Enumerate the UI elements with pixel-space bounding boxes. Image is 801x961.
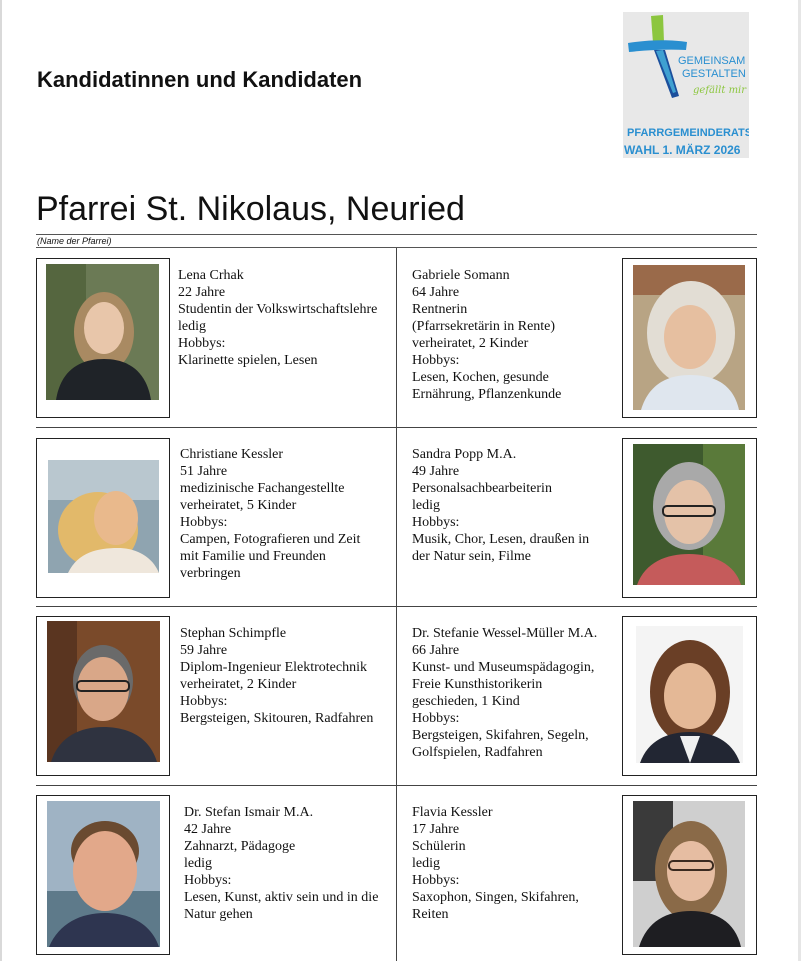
page-edge-left (0, 0, 2, 961)
candidate-detail: Golfspielen, Radfahren (412, 745, 543, 760)
logo-line1: GEMEINSAM (678, 55, 746, 67)
parish-caption: (Name der Pfarrei) (37, 236, 112, 246)
candidate-detail: verheiratet, 2 Kinder (412, 336, 529, 351)
photo-frame (622, 795, 757, 955)
candidate-detail: Diplom-Ingenieur Elektrotechnik (180, 660, 367, 675)
candidate-detail: ledig (412, 856, 440, 871)
candidate-detail: Hobbys: (178, 336, 226, 351)
candidate-photo (48, 460, 159, 573)
logo-tagline: gefällt mir (693, 85, 747, 96)
candidate-detail: Hobbys: (412, 873, 460, 888)
candidate-detail: Rentnerin (412, 302, 468, 317)
logo-bottom1: PFARRGEMEINDERATS- (627, 127, 749, 139)
candidate-name: Lena Crhak (178, 268, 244, 283)
parish-name-rule (36, 234, 757, 235)
candidate-detail: Hobbys: (412, 711, 460, 726)
election-logo (623, 12, 749, 158)
candidate-name: Flavia Kessler (412, 805, 493, 820)
candidate-detail: ledig (412, 498, 440, 513)
candidate-age: 64 Jahre (412, 285, 460, 300)
candidate-detail: Freie Kunsthistorikerin (412, 677, 543, 692)
candidate-detail: Hobbys: (184, 873, 232, 888)
candidate-info (412, 267, 561, 403)
candidate-info (178, 267, 377, 369)
candidate-photo (47, 801, 160, 947)
candidate-info (412, 804, 579, 923)
cross-logo-icon (623, 12, 749, 158)
photo-frame (622, 616, 757, 776)
candidate-detail: verheiratet, 5 Kinder (180, 498, 297, 513)
candidate-detail: Schülerin (412, 839, 466, 854)
candidate-age: 22 Jahre (178, 285, 226, 300)
candidate-detail: medizinische Fachangestellte (180, 481, 345, 496)
candidate-info (180, 625, 373, 727)
candidate-detail: Hobbys: (180, 694, 228, 709)
candidate-photo (633, 265, 745, 410)
candidate-detail: Personalsachbearbeiterin (412, 481, 552, 496)
candidate-age: 66 Jahre (412, 643, 460, 658)
photo-frame (622, 438, 757, 598)
candidate-detail: Lesen, Kunst, aktiv sein und in die (184, 890, 379, 905)
candidate-detail: Campen, Fotografieren und Zeit (180, 532, 361, 547)
candidate-info (184, 804, 378, 923)
candidate-age: 49 Jahre (412, 464, 460, 479)
candidate-detail: Hobbys: (412, 515, 460, 530)
photo-frame (36, 258, 170, 418)
candidate-age: 17 Jahre (412, 822, 460, 837)
candidate-detail: Zahnarzt, Pädagoge (184, 839, 296, 854)
candidate-name: Dr. Stefanie Wessel-Müller M.A. (412, 626, 598, 641)
candidate-age: 59 Jahre (180, 643, 228, 658)
candidate-info (412, 625, 597, 761)
candidate-detail: Klarinette spielen, Lesen (178, 353, 318, 368)
candidate-detail: Lesen, Kochen, gesunde (412, 370, 549, 385)
parish-name: Pfarrei St. Nikolaus, Neuried (36, 190, 465, 228)
candidate-detail: Saxophon, Singen, Skifahren, (412, 890, 579, 905)
candidate-photo (633, 444, 745, 585)
candidate-age: 42 Jahre (184, 822, 232, 837)
candidate-photo (47, 621, 160, 762)
photo-frame (622, 258, 757, 418)
candidate-detail: Bergsteigen, Skitouren, Radfahren (180, 711, 374, 726)
candidate-detail: Ernährung, Pflanzenkunde (412, 387, 562, 402)
candidate-info (180, 446, 360, 582)
candidate-name: Sandra Popp M.A. (412, 447, 517, 462)
photo-frame (36, 795, 170, 955)
candidate-photo (636, 626, 743, 763)
candidate-detail: Musik, Chor, Lesen, draußen in (412, 532, 590, 547)
candidate-name: Dr. Stefan Ismair M.A. (184, 805, 314, 820)
candidate-photo (46, 264, 159, 400)
candidate-detail: mit Familie und Freunden (180, 549, 326, 564)
candidate-detail: ledig (178, 319, 206, 334)
column-divider (396, 248, 397, 961)
page-title: Kandidatinnen und Kandidaten (37, 67, 363, 92)
candidate-detail: Studentin der Volkswirtschaftslehre (178, 302, 378, 317)
candidate-detail: (Pfarrsekretärin in Rente) (412, 319, 556, 334)
candidate-detail: ledig (184, 856, 212, 871)
candidate-info (412, 446, 589, 565)
candidate-name: Gabriele Somann (412, 268, 510, 283)
candidate-detail: Hobbys: (412, 353, 460, 368)
candidate-detail: geschieden, 1 Kind (412, 694, 520, 709)
candidate-detail: verbringen (180, 566, 241, 581)
candidate-photo (633, 801, 745, 947)
candidate-detail: Kunst- und Museumspädagogin, (412, 660, 595, 675)
candidate-name: Stephan Schimpfle (180, 626, 287, 641)
logo-bottom2: WAHL 1. MÄRZ 2026 (624, 143, 741, 157)
candidate-name: Christiane Kessler (180, 447, 284, 462)
logo-line2: GESTALTEN (682, 68, 746, 80)
photo-frame (36, 616, 170, 776)
candidate-detail: verheiratet, 2 Kinder (180, 677, 297, 692)
candidate-detail: der Natur sein, Filme (412, 549, 531, 564)
candidate-detail: Bergsteigen, Skifahren, Segeln, (412, 728, 589, 743)
photo-frame (36, 438, 170, 598)
candidate-age: 51 Jahre (180, 464, 228, 479)
candidate-detail: Reiten (412, 907, 449, 922)
candidate-detail: Natur gehen (184, 907, 253, 922)
candidate-detail: Hobbys: (180, 515, 228, 530)
